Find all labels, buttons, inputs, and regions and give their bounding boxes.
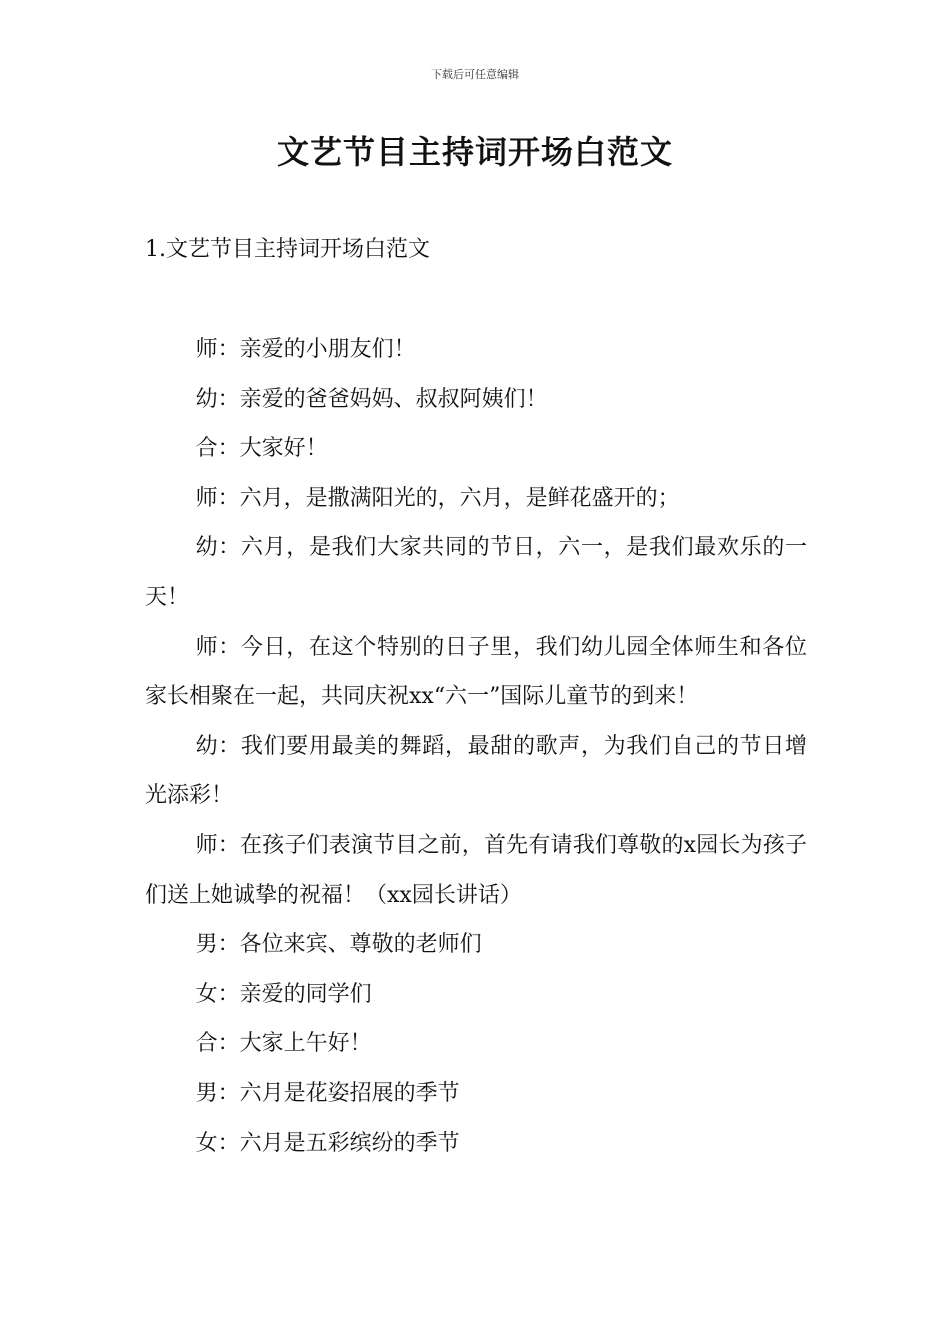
paragraph: 合：大家上午好！ — [195, 1031, 372, 1057]
paragraph: 师：六月，是撒满阳光的，六月，是鲜花盛开的； — [195, 485, 680, 511]
section-heading: 1.文艺节目主持词开场白范文 — [145, 237, 430, 262]
paragraph: 幼：六月，是我们大家共同的节日，六一，是我们最欢乐的一天！ — [145, 535, 807, 610]
document-title: 文艺节目主持词开场白范文 — [276, 133, 673, 171]
paragraph: 幼：我们要用最美的舞蹈，最甜的歌声，为我们自己的节日增光添彩！ — [145, 733, 807, 809]
header-note: 下载后可任意编辑 — [431, 68, 519, 81]
paragraph: 男：各位来宾、尊敬的老师们 — [195, 932, 482, 958]
paragraph: 师：今日，在这个特别的日子里，我们幼儿园全体师生和各位家长相聚在一起，共同庆祝xx“六一”国际儿童节的到来！ — [145, 634, 807, 710]
paragraph: 男：六月是花姿招展的季节 — [195, 1080, 460, 1106]
paragraph: 女：六月是五彩缤纷的季节 — [195, 1130, 460, 1156]
paragraph: 女：亲爱的同学们 — [195, 981, 372, 1007]
paragraph: 幼：亲爱的爸爸妈妈、叔叔阿姨们！ — [195, 386, 548, 412]
paragraph: 师：亲爱的小朋友们！ — [195, 337, 416, 362]
paragraph: 师：在孩子们表演节目之前，首先有请我们尊敬的x园长为孩子们送上她诚挚的祝福！（xx园长讲话） — [145, 832, 807, 908]
document-body — [145, 325, 807, 1168]
paragraph: 合：大家好！ — [195, 436, 328, 462]
